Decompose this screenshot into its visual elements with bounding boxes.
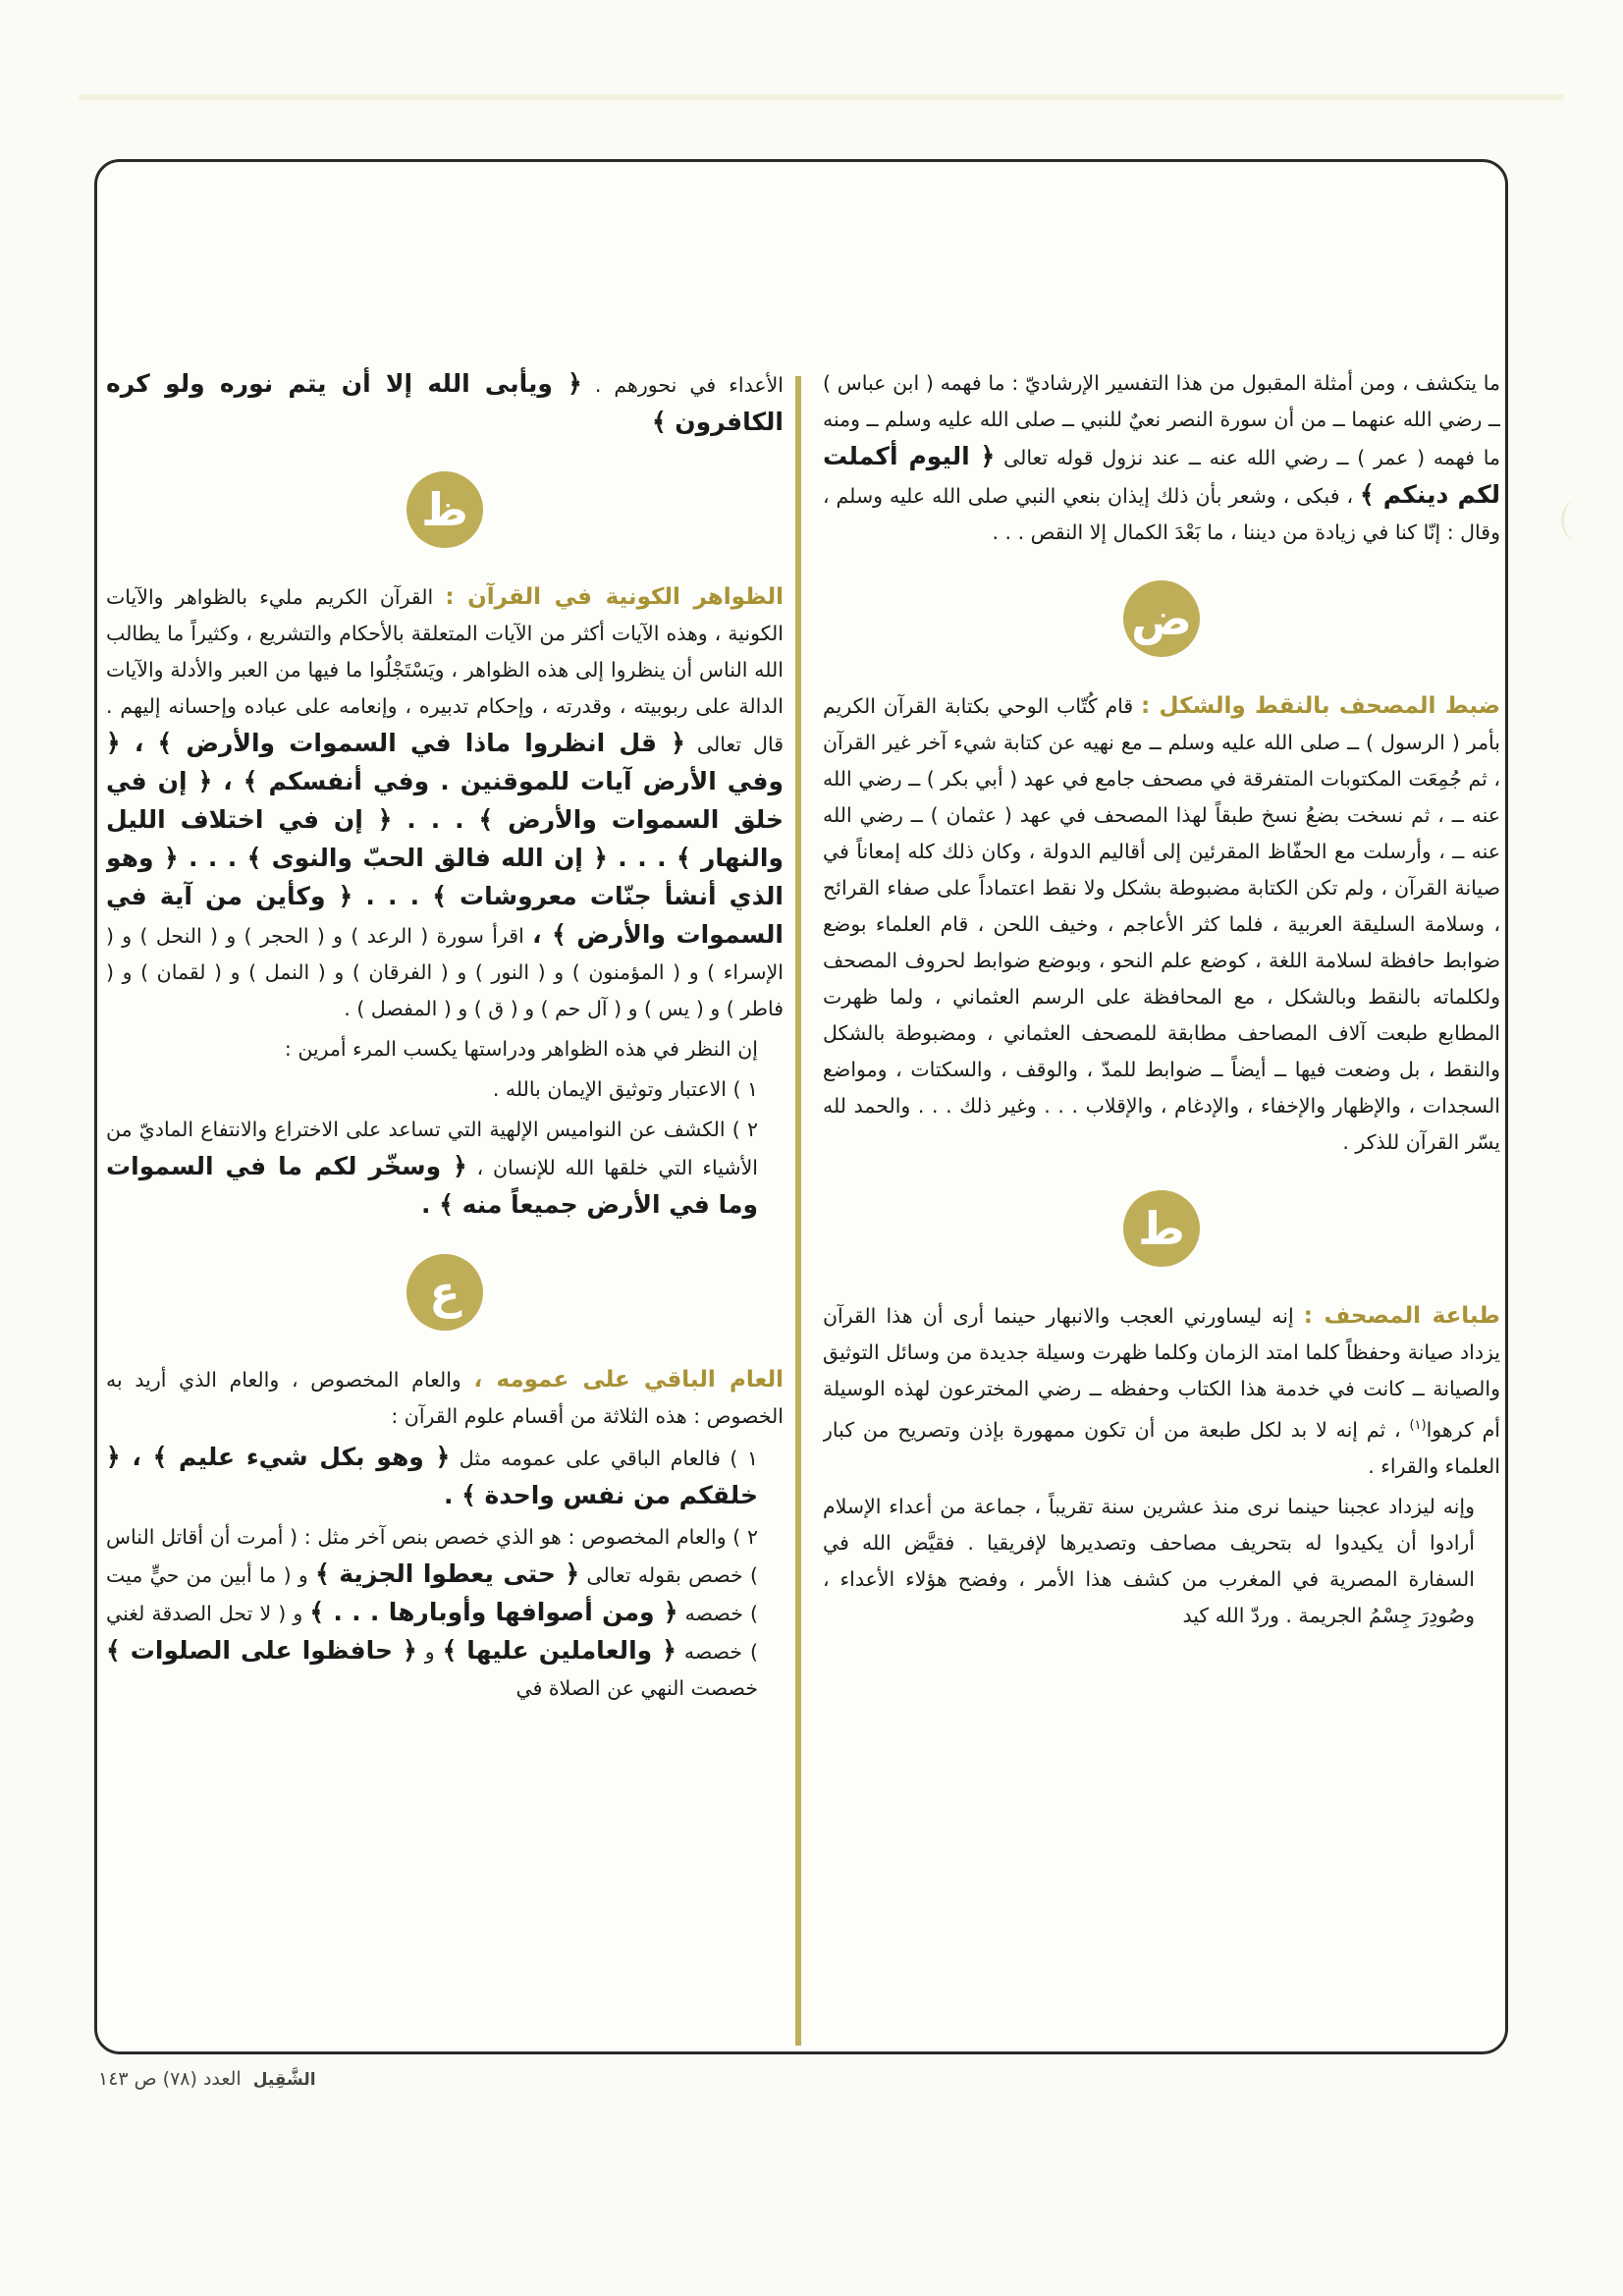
page-footer [98, 2068, 316, 2090]
left-column [106, 365, 784, 2045]
text: و ( ما أبين من حيٍّ ميت ) خصصه [106, 1563, 758, 1625]
right-column [823, 365, 1500, 2045]
margin-mark [1561, 501, 1590, 540]
quran-quote: ﴿ وهو بكل شيء عليم ﴾ ، ﴿ خلقكم من نفس واحدة ﴾ . [106, 1443, 758, 1509]
letter-badge-ta: ط [1123, 1190, 1200, 1267]
text: ، ثم إنه لا بد لكل طبعة من أن تكون ممهورة بإذن وتصريح من كبار العلماء والقراء . [823, 1417, 1500, 1478]
text: ٢ ) الكشف عن النواميس الإلهية التي تساعد على الاختراع والانتفاع الماديّ من الأشياء التي خلقها الله للإنسان ، [106, 1118, 758, 1179]
list-item [106, 1439, 784, 1515]
issue-page: العدد (٧٨) ص ١٤٣ [98, 2068, 242, 2090]
column-divider [795, 376, 801, 2046]
letter-badge-dad: ض [1123, 580, 1200, 657]
list-item [106, 1519, 784, 1707]
text: خصصت النهي عن الصلاة في [515, 1676, 758, 1700]
text: القرآن الكريم مليء بالظواهر والآيات الكونية ، وهذه الآيات أكثر من الآيات المتعلقة بالأحكام والتشريع ، وكثيراً ما يطالب الله الناس أن ينظروا إلى هذه الظواهر ، ويَسْتَجْلُوا ما فيها من العبر والأدلة والآيات الدالة على ربوبيته ، وقدرته ، وإحكام تدبيره ، وإنعامه على عباده وإحسانه إليهم . قال تعالى [106, 585, 784, 756]
section-heading: طباعة المصحف : [1303, 1303, 1500, 1329]
quran-quote: ﴿ ومن أصوافها وأوبارها . . . ﴾ [309, 1598, 678, 1626]
paragraph: وإنه ليزداد عجبنا حينما نرى منذ عشرين سنة تقريباً ، جماعة من أعداء الإسلام أرادوا أن يكيدوا له بتحريف مصاحف وتصديرها لإفريقيا . فقيَّض الله في السفارة المصرية في المغرب من كشف هذا الأمر ، وفضح هؤلاء الأعداء ، وصُودِرَ جِسْمُ الجريمة . وردّ الله كيد [823, 1494, 1475, 1627]
quran-quote: ﴿ والعاملين عليها ﴾ [442, 1636, 676, 1665]
text: اقرأ سورة ( الرعد ) و ( الحجر ) و ( النحل ) و ( الإسراء ) و ( المؤمنون ) و ( النور ) و ( الفرقان ) و ( النمل ) و ( لقمان ) و ( فاطر ) و ( يس ) و ( آل حم ) و ( ق ) و ( المفصل ) . [106, 924, 784, 1020]
text: الأعداء في نحورهم . [594, 373, 784, 397]
text: إنه ليساورني العجب والانبهار حينما أرى أن هذا القرآن يزداد صيانة وحفظاً كلما امتد الزمان وكلما ظهرت وسيلة جديدة من وسائل التوثيق والصيانة ــ كانت في خدمة هذا الكتاب وحفظه ــ رضي المخترعون لهذه الوسيلة أم كرهوا [823, 1304, 1500, 1442]
paragraph-continued [106, 365, 784, 442]
letter-badge-dha: ظ [406, 471, 483, 548]
paragraph: إن النظر في هذه الظواهر ودراستها يكسب المرء أمرين : [284, 1037, 758, 1061]
section-heading: الظواهر الكونية في القرآن : [445, 584, 784, 610]
magazine-name: الشَّقِيل [252, 2070, 316, 2090]
quran-quote: ﴿ وسخّر لكم ما في السموات وما في الأرض جميعاً منه ﴾ . [106, 1152, 758, 1219]
quran-quote: ﴿ قل انظروا ماذا في السموات والأرض ﴾ ، ﴿ وفي الأرض آيات للموقنين . وفي أنفسكم ﴾ ، ﴿ إن في خلق السموات والأرض ﴾ . . . ﴿ إن في اختلاف الليل والنهار ﴾ . . . ﴿ إن الله فالق الحبّ والنوى ﴾ . . . ﴿ وهو الذي أنشأ جنّات معروشات ﴾ . . . ﴿ وكأين من آية في السموات والأرض ﴾ ، [106, 729, 784, 949]
quran-quote: ﴿ ويأبى الله إلا أن يتم نوره ولو كره الكافرون ﴾ [106, 369, 784, 436]
letter-badge-ain: ع [406, 1254, 483, 1331]
top-band [79, 94, 1564, 100]
section-mushaf-printing [823, 1298, 1500, 1485]
text: ما يتكشف ، ومن أمثلة المقبول من هذا التفسير الإرشاديّ : ما فهمه ( ابن عباس ) ــ رضي الله عنهما ــ من أن سورة النصر نعيٌ للنبي ــ صلى الله عليه وسلم ــ ومنه ما فهمه ( عمر ) ــ رضي الله عنه ــ عند نزول قوله تعالى [823, 371, 1500, 469]
text: ١ ) فالعام الباقي على عمومه مثل [459, 1447, 758, 1470]
text: قام كُتّاب الوحي بكتابة القرآن الكريم بأمر ( الرسول ) ــ صلى الله عليه وسلم ــ مع نهيه عن كتابة شيء آخر غير القرآن ، ثم جُمِعَت المكتوبات المتفرقة في مصحف جامع في عهد ( أبي بكر ) ــ رضي الله عنه ــ ، ثم نسخت بضعُ نسخ طبقاً لهذا المصحف في عهد ( عثمان ) ــ رضي الله عنه ــ ، وأرسلت مع الحفّاظ المقرئين إلى أقاليم الدولة ، وكان ذلك كله إمعاناً في صيانة القرآن ، ولم تكن الكتابة مضبوطة بشكل ولا نقط اعتماداً على صفاء القرائح ، وسلامة السليقة العربية ، فلما كثر الأعاجم ، وخيف اللحن ، قام العلماء بوضع ضوابط حافظة لسلامة اللغة ، كوضع علم النحو ، وبوضع ضوابط لحروف المصحف ولكلماته بالنقط وبالشكل ، مع المحافظة على الرسم العثماني ، ولما ظهرت المطابع طبعت آلاف المصاحف مطابقة للمصحف العثماني ، ومضبوطة بالشكل والنقط ، بل وضعت فيها ــ أيضاً ــ ضوابط للمدّ ، والوقف ، والسكتات ، ومواضع السجدات ، والإظهار والإخفاء ، والإدغام ، والإقلاب . . . وغير ذلك . . . والحمد لله يسّر القرآن للذكر . [823, 694, 1500, 1154]
list-item: ١ ) الاعتبار وتوثيق الإيمان بالله . [492, 1077, 758, 1101]
quran-quote: ﴿ حتى يعطوا الجزية ﴾ [315, 1559, 580, 1588]
text: و [424, 1640, 435, 1664]
section-heading: ضبط المصحف بالنقط والشكل : [1141, 693, 1500, 719]
paragraph-interpretation [823, 365, 1500, 551]
list-item [106, 1112, 784, 1225]
section-mushaf-dotting [823, 688, 1500, 1161]
text: ، فبكى ، وشعر بأن ذلك إيذان بنعي النبي صلى الله عليه وسلم ، وقال : إنّا كنا في زيادة من ديننا ، ما بَعْدَ الكمال إلا النقص . . . [823, 484, 1500, 544]
section-heading: العام الباقي على عمومه ، [473, 1367, 784, 1393]
text: والعام المخصوص ، والعام الذي أريد به الخصوص : هذه الثلاثة من أقسام علوم القرآن : [106, 1368, 784, 1428]
quran-quote: ﴿ حافظوا على الصلوات ﴾ [106, 1636, 417, 1665]
quran-quote: ﴿ اليوم أكملت لكم دينكم ﴾ [823, 442, 1500, 509]
footnote-marker: (١) [1409, 1418, 1427, 1433]
text: و ( لا تحل الصدقة لغني ) خصصه [106, 1602, 758, 1664]
text: ٢ ) والعام المخصوص : هو الذي خصص بنص آخر مثل : ( أمرت أن أقاتل الناس ) خصص بقوله تعالى [106, 1525, 758, 1587]
section-cosmic-phenomena [106, 579, 784, 1027]
section-general-terms [106, 1362, 784, 1435]
